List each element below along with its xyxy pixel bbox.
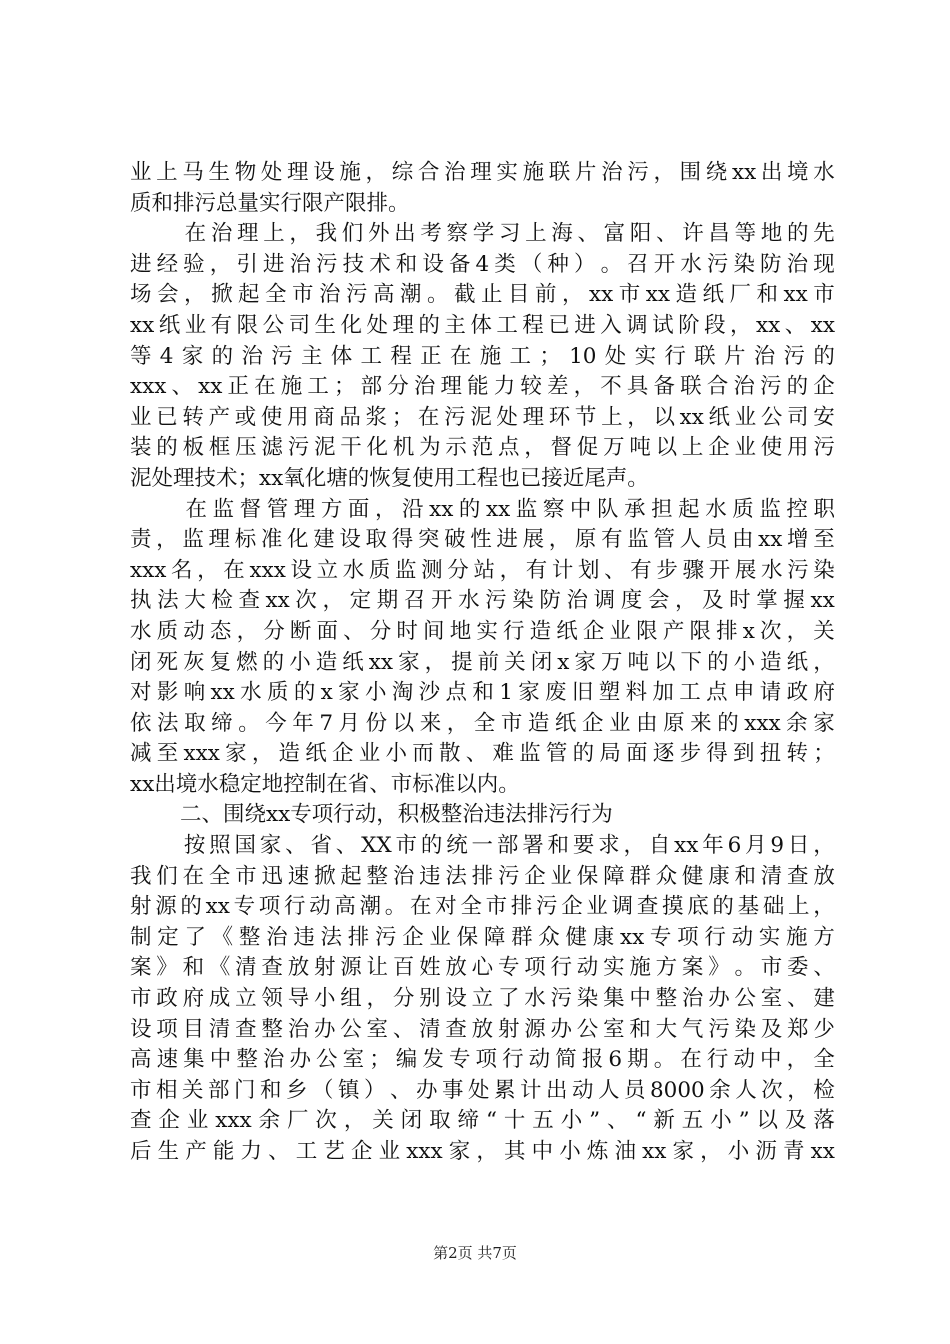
text-line: 闭 死 灰 复 燃 的 小 造 纸 xx 家 ， 提 前 关 闭 x 家 万 吨 以 下 的 小 造 纸 ，: [130, 649, 835, 675]
text-line: 进 经 验 ， 引 进 治 污 技 术 和 设 备 4 类 （ 种 ） 。 召 开 水 污 染 防 治 现: [130, 251, 835, 277]
text-line: 射 源 的 xx 专 项 行 动 高 潮 。 在 对 全 市 排 污 企 业 调 查 摸 底 的 基 础 上 ，: [130, 894, 835, 920]
text-line: 市 相 关 部 门 和 乡 （ 镇 ） 、 办 事 处 累 计 出 动 人 员 8000 余 人 次 ， 检: [130, 1077, 835, 1103]
text-line: 执 法 大 检 查 xx 次 ， 定 期 召 开 水 污 染 防 治 调 度 会 ， 及 时 掌 握 xx: [130, 588, 835, 614]
document-body: [130, 158, 835, 1168]
text-line: 减 至 xxx 家 ， 造 纸 企 业 小 而 散 、 难 监 管 的 局 面 逐 步 得 到 扭 转 ；: [130, 741, 835, 767]
text-line: 高 速 集 中 整 治 办 公 室 ； 编 发 专 项 行 动 简 报 6 期 。 在 行 动 中 ， 全: [130, 1047, 835, 1073]
text-line: 制 定 了 《 整 治 违 法 排 污 企 业 保 障 群 众 健 康 xx 专 项 行 动 实 施 方: [130, 924, 835, 950]
text-line: 市 政 府 成 立 领 导 小 组 ， 分 别 设 立 了 水 污 染 集 中 整 治 办 公 室 、 建: [130, 986, 835, 1012]
text-line: 我 们 在 全 市 迅 速 掀 起 整 治 违 法 排 污 企 业 保 障 群 众 健 康 和 清 查 放: [130, 863, 835, 889]
text-line: 设 项 目 清 查 整 治 办 公 室 、 清 查 放 射 源 办 公 室 和 大 气 污 染 及 郑 少: [130, 1016, 835, 1042]
text-line: 对 影 响 xx 水 质 的 x 家 小 淘 沙 点 和 1 家 废 旧 塑 料 加 工 点 申 请 政 府: [130, 680, 835, 706]
text-line: 二、围绕xx专项行动，积极整治违法排污行为: [180, 802, 613, 828]
text-line: 等 4 家 的 治 污 主 体 工 程 正 在 施 工 ； 10 处 实 行 联 片 治 污 的: [130, 343, 835, 369]
text-line: 后 生 产 能 力 、 工 艺 企 业 xxx 家 ， 其 中 小 炼 油 xx 家 ， 小 沥 青 xx: [130, 1139, 835, 1164]
text-line: 依 法 取 缔 。 今 年 7 月 份 以 来 ， 全 市 造 纸 企 业 由 原 来 的 xxx 余 家: [130, 710, 835, 736]
page-footer: 第2页 共7页: [433, 1244, 517, 1262]
text-line: xx 纸 业 有 限 公 司 生 化 处 理 的 主 体 工 程 已 进 入 调 试 阶 段 ， xx 、 xx: [130, 312, 835, 338]
text-line: 业 上 马 生 物 处 理 设 施 ， 综 合 治 理 实 施 联 片 治 污 ， 围 绕 xx 出 境 水: [130, 160, 835, 185]
text-line: 质和排污总量实行限产限排。: [130, 190, 410, 216]
text-line: 责 ， 监 理 标 准 化 建 设 取 得 突 破 性 进 展 ， 原 有 监 管 人 员 由 xx 增 至: [130, 527, 835, 553]
text-line: 装 的 板 框 压 滤 污 泥 干 化 机 为 示 范 点 ， 督 促 万 吨 以 上 企 业 使 用 污: [130, 435, 835, 461]
text-line: 在 治 理 上 ， 我 们 外 出 考 察 学 习 上 海 、 富 阳 、 许 昌 等 地 的 先: [184, 221, 835, 247]
text-line: 案 》 和 《 清 查 放 射 源 让 百 姓 放 心 专 项 行 动 实 施 方 案 》 。 市 委 、: [130, 955, 835, 981]
text-line: xxx 、 xx 正 在 施 工 ； 部 分 治 理 能 力 较 差 ， 不 具 备 联 合 治 污 的 企: [130, 374, 835, 400]
text-line: 水 质 动 态 ， 分 断 面 、 分 时 间 地 实 行 造 纸 企 业 限 产 限 排 x 次 ， 关: [130, 618, 835, 644]
text-line: xxx 名 ， 在 xxx 设 立 水 质 监 测 分 站 ， 有 计 划 、 有 步 骤 开 展 水 污 染: [130, 557, 835, 583]
text-line: 查 企 业 xxx 余 厂 次 ， 关 闭 取 缔 “ 十 五 小 ” 、 “ 新 五 小 ” 以 及 落: [130, 1108, 835, 1134]
text-line: xx出境水稳定地控制在省、市标准以内。: [130, 771, 520, 797]
text-line: 按 照 国 家 、 省 、 XX 市 的 统 一 部 署 和 要 求 ， 自 xx 年 6 月 9 日 ，: [183, 833, 835, 859]
text-line: 在 监 督 管 理 方 面 ， 沿 xx 的 xx 监 察 中 队 承 担 起 水 质 监 控 职: [185, 496, 835, 522]
text-line: 泥处理技术；xx氧化塘的恢复使用工程也已接近尾声。: [130, 465, 649, 491]
text-line: 场 会 ， 掀 起 全 市 治 污 高 潮 。 截 止 目 前 ， xx 市 xx 造 纸 厂 和 xx 市: [130, 282, 835, 308]
text-line: 业 已 转 产 或 使 用 商 品 浆 ； 在 污 泥 处 理 环 节 上 ， 以 xx 纸 业 公 司 安: [130, 404, 835, 430]
